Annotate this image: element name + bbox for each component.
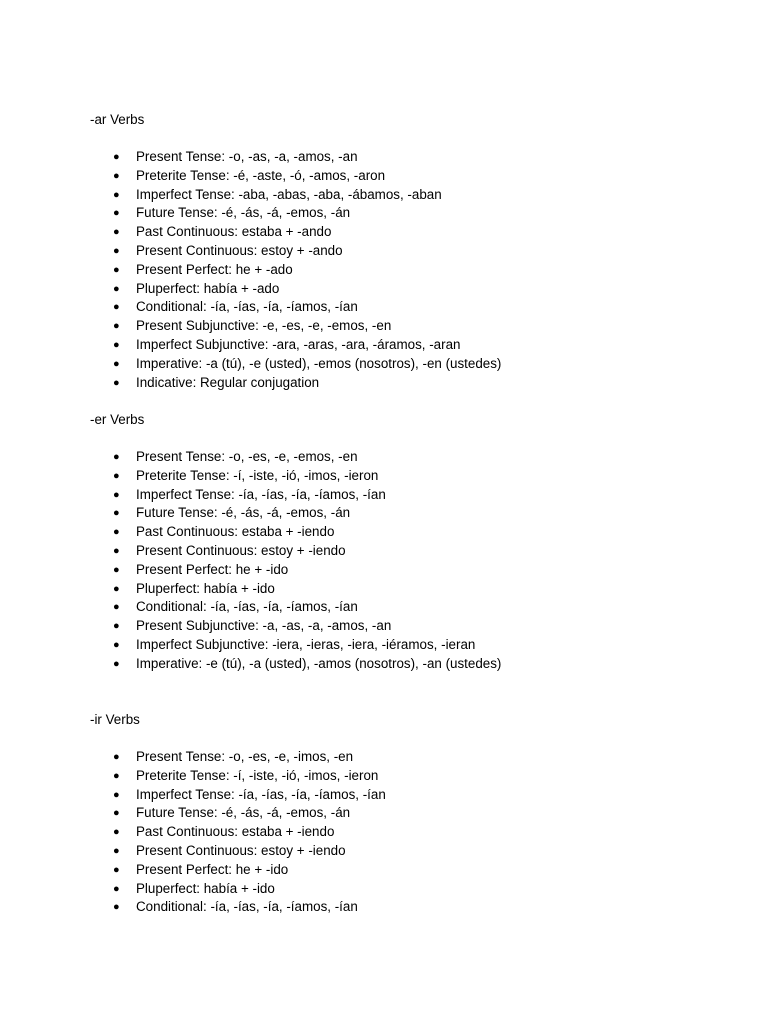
list-item xyxy=(0,617,501,636)
list-item xyxy=(0,580,501,599)
list-item-text: Indicative: Regular conjugation xyxy=(136,374,320,390)
list-item xyxy=(0,636,501,655)
list-item-text: Future Tense: -é, -ás, -á, -emos, -án xyxy=(136,205,351,221)
bullet-icon: ● xyxy=(113,544,120,557)
list-item-text: Present Tense: -o, -es, -e, -imos, -en xyxy=(136,749,354,764)
list-item xyxy=(0,148,501,167)
list-item xyxy=(0,486,501,505)
bullet-icon: ● xyxy=(113,526,120,539)
list-item xyxy=(0,598,501,617)
bullet-icon: ● xyxy=(113,376,120,389)
list-item xyxy=(0,242,501,261)
list-item xyxy=(0,374,501,393)
list-item xyxy=(0,748,386,767)
list-item xyxy=(0,355,501,374)
list-item-text: Past Continuous: estaba + -ando xyxy=(136,224,332,240)
list-item-text: Preterite Tense: -í, -iste, -ió, -imos, -ieron xyxy=(136,467,379,483)
list-item xyxy=(0,823,386,842)
bullet-icon: ● xyxy=(113,844,120,857)
bullet-icon: ● xyxy=(113,320,120,333)
section-heading-ir-verbs: -ir Verbs xyxy=(90,712,140,727)
bullet-icon: ● xyxy=(113,826,120,839)
bullet-icon: ● xyxy=(113,901,120,914)
list-item xyxy=(0,767,386,786)
bullet-icon: ● xyxy=(113,207,120,220)
er-verbs-list xyxy=(0,448,501,674)
list-item-text: Present Tense: -o, -es, -e, -emos, -en xyxy=(136,449,358,464)
list-item xyxy=(0,223,501,242)
bullet-icon: ● xyxy=(113,263,120,276)
list-item xyxy=(0,167,501,186)
ar-verbs-list xyxy=(0,148,501,392)
bullet-icon: ● xyxy=(113,244,120,257)
bullet-icon: ● xyxy=(113,582,120,595)
bullet-icon: ● xyxy=(113,282,120,295)
bullet-icon: ● xyxy=(113,507,120,520)
bullet-icon: ● xyxy=(113,882,120,895)
list-item xyxy=(0,280,501,299)
bullet-icon: ● xyxy=(113,357,120,370)
bullet-icon: ● xyxy=(113,151,120,163)
list-item-text: Future Tense: -é, -ás, -á, -emos, -án xyxy=(136,505,351,521)
list-item xyxy=(0,467,501,486)
list-item-text: Conditional: -ía, -ías, -ía, -íamos, -ían xyxy=(136,599,358,615)
bullet-icon: ● xyxy=(113,601,120,614)
list-item-text: Imperfect Tense: -ía, -ías, -ía, -íamos, -ían xyxy=(136,486,386,502)
list-item-text: Conditional: -ía, -ías, -ía, -íamos, -ían xyxy=(136,899,358,915)
list-item xyxy=(0,898,386,917)
list-item-text: Present Perfect: he + -ado xyxy=(136,261,293,277)
list-item xyxy=(0,448,501,467)
bullet-icon: ● xyxy=(113,788,120,801)
list-item xyxy=(0,561,501,580)
list-item-text: Present Perfect: he + -ido xyxy=(136,561,289,577)
list-item xyxy=(0,204,501,223)
bullet-icon: ● xyxy=(113,807,120,820)
ir-verbs-list xyxy=(0,748,386,917)
list-item-text: Imperfect Tense: -ía, -ías, -ía, -íamos, -ían xyxy=(136,786,386,802)
bullet-icon: ● xyxy=(113,301,120,314)
list-item-text: Preterite Tense: -í, -iste, -ió, -imos, -ieron xyxy=(136,767,379,783)
bullet-icon: ● xyxy=(113,563,120,576)
list-item xyxy=(0,842,386,861)
list-item xyxy=(0,786,386,805)
bullet-icon: ● xyxy=(113,469,120,482)
list-item-text: Imperative: -a (tú), -e (usted), -emos (nosotros), -en (ustedes) xyxy=(136,355,502,371)
list-item xyxy=(0,186,501,205)
bullet-icon: ● xyxy=(113,338,120,351)
list-item-text: Past Continuous: estaba + -iendo xyxy=(136,824,335,840)
section-heading-ar-verbs: -ar Verbs xyxy=(90,112,145,127)
list-item-text: Conditional: -ía, -ías, -ía, -íamos, -ían xyxy=(136,299,358,315)
section-heading-er-verbs: -er Verbs xyxy=(90,412,145,427)
bullet-icon: ● xyxy=(113,638,120,651)
list-item xyxy=(0,504,501,523)
list-item-text: Past Continuous: estaba + -iendo xyxy=(136,524,335,540)
list-item-text: Imperfect Tense: -aba, -abas, -aba, -ábamos, -aban xyxy=(136,186,442,202)
list-item xyxy=(0,317,501,336)
list-item xyxy=(0,336,501,355)
list-item-text: Imperative: -e (tú), -a (usted), -amos (nosotros), -an (ustedes) xyxy=(136,655,502,671)
bullet-icon: ● xyxy=(113,451,120,463)
list-item-text: Present Continuous: estoy + -iendo xyxy=(136,542,346,558)
list-item xyxy=(0,523,501,542)
list-item-text: Present Subjunctive: -e, -es, -e, -emos, -en xyxy=(136,318,392,334)
list-item-text: Imperfect Subjunctive: -iera, -ieras, -iera, -iéramos, -ieran xyxy=(136,636,476,652)
bullet-icon: ● xyxy=(113,169,120,182)
list-item-text: Preterite Tense: -é, -aste, -ó, -amos, -aron xyxy=(136,167,386,183)
list-item-text: Present Continuous: estoy + -ando xyxy=(136,242,343,258)
bullet-icon: ● xyxy=(113,620,120,633)
list-item xyxy=(0,880,386,899)
list-item-text: Present Subjunctive: -a, -as, -a, -amos, -an xyxy=(136,618,392,634)
bullet-icon: ● xyxy=(113,657,120,670)
bullet-icon: ● xyxy=(113,488,120,501)
bullet-icon: ● xyxy=(113,188,120,201)
list-item xyxy=(0,861,386,880)
list-item-text: Present Tense: -o, -as, -a, -amos, -an xyxy=(136,149,358,164)
list-item xyxy=(0,298,501,317)
bullet-icon: ● xyxy=(113,769,120,782)
list-item xyxy=(0,542,501,561)
bullet-icon: ● xyxy=(113,751,120,763)
list-item-text: Pluperfect: había + -ido xyxy=(136,580,275,596)
list-item-text: Future Tense: -é, -ás, -á, -emos, -án xyxy=(136,805,351,821)
list-item xyxy=(0,261,501,280)
list-item xyxy=(0,804,386,823)
list-item-text: Present Continuous: estoy + -iendo xyxy=(136,842,346,858)
bullet-icon: ● xyxy=(113,226,120,239)
bullet-icon: ● xyxy=(113,863,120,876)
list-item-text: Imperfect Subjunctive: -ara, -aras, -ara, -áramos, -aran xyxy=(136,336,461,352)
list-item-text: Pluperfect: había + -ido xyxy=(136,880,275,896)
list-item xyxy=(0,655,501,674)
list-item-text: Pluperfect: había + -ado xyxy=(136,280,280,296)
list-item-text: Present Perfect: he + -ido xyxy=(136,861,289,877)
